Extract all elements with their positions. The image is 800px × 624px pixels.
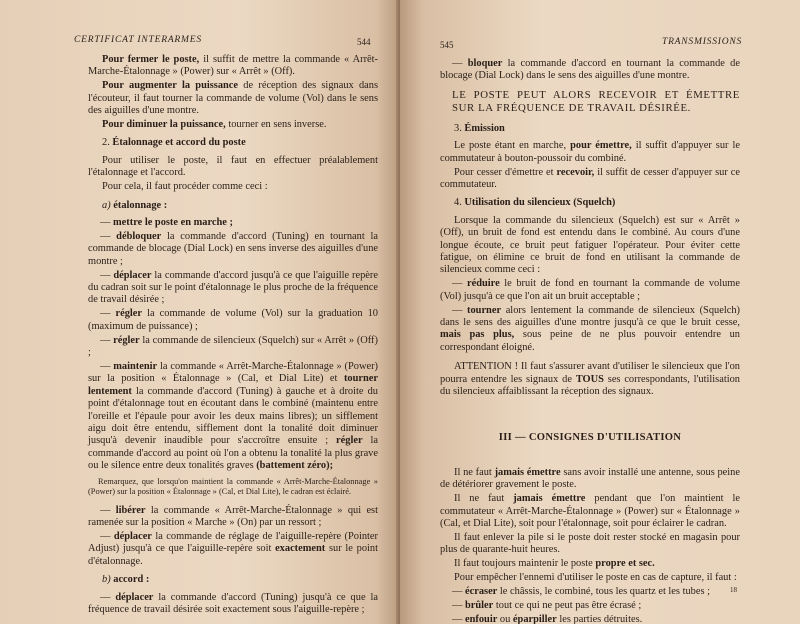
step-a8: — déplacer la commande de réglage de l'aiguille-repère (Pointer Adjust) jusqu'à ce que l'aiguille-repère soit exactement sur le point d'étalonnage.	[88, 530, 378, 567]
subsection-a-heading: a) étalonnage :	[102, 199, 168, 211]
step-b2: — bloquer la commande d'accord en tournant la commande de blocage (Dial Lock) dans le sens des aiguilles d'une montre.	[440, 58, 740, 82]
right-page	[400, 0, 800, 624]
caps-statement: LE POSTE PEUT ALORS RECEVOIR ET ÉMETTRE SUR LA FRÉQUENCE DE TRAVAIL DÉSIRÉE.	[452, 88, 740, 114]
paragraph-no-transmit-cal: Il ne faut jamais émettre pendant que l'on maintient le commutateur « Arrêt-Marche-Étalonnage » (Power) sur « Étalonnage » (Cal, et Dial Lite), soit pour l'étalonnage, soit pour éclairer le cadran.	[440, 493, 740, 529]
step-b1: — déplacer la commande d'accord (Tuning) jusqu'à ce que la fréquence de travail désirée soit exactement sous l'aiguille-repère ;	[88, 591, 378, 615]
step-destroy-1: — écraser le châssis, le combiné, tous les quartz et les tubes ;	[452, 586, 710, 597]
paragraph-procedure: Pour cela, il faut procéder comme ceci :	[102, 181, 268, 193]
part-3-heading: III — CONSIGNES D'UTILISATION	[498, 432, 682, 444]
section-4-heading: 4. Utilisation du silencieux (Squelch)	[454, 197, 616, 209]
left-running-head: CERTIFICAT INTERARMES	[74, 35, 202, 45]
step-squelch-2: — tourner alors lentement la commande de silencieux (Squelch) dans le sens des aiguilles d'une montre jusqu'à ce que le bruit cesse, mais pas plus, sous peine de ne plus pouvoir entendre un correspondant éloigné.	[440, 304, 740, 353]
section-3-heading: 3. Émission	[454, 122, 505, 134]
step-a2: — débloquer la commande d'accord (Tuning) en tournant la commande de blocage (Dial Lock) en sens inverse des aiguilles d'une montre ;	[88, 230, 378, 267]
paragraph-receive: Pour cesser d'émettre et recevoir, il suffit de cesser d'appuyer sur ce commutateur.	[440, 166, 740, 190]
paragraph-increase-power: Pour augmenter la puissance de réception des signaux dans l'écouteur, il faut tourner la commande de volume (Vol) dans le sens des aiguilles d'une montre.	[88, 80, 379, 117]
footer-signature-mark: 18	[730, 586, 737, 594]
paragraph-transmit: Le poste étant en marche, pour émettre, il suffit d'appuyer sur le commutateur à bouton-poussoir du combiné.	[440, 140, 740, 164]
step-a1: — mettre le poste en marche ;	[100, 216, 233, 228]
right-running-head: TRANSMISSIONS	[662, 37, 743, 47]
paragraph-battery: Il faut enlever la pile si le poste doit rester stocké en magasin pour plus de quarante-huit heures.	[440, 531, 740, 556]
paragraph-attention: ATTENTION ! Il faut s'assurer avant d'utiliser le silencieux que l'on pourra entendre les signaux de TOUS ses correspondants, l'utilisation du silencieux affaiblissant la réception des signaux.	[440, 361, 740, 398]
step-a5: — régler la commande de silencieux (Squelch) sur « Arrêt » (Off) ;	[88, 334, 378, 359]
step-a6: — maintenir la commande « Arrêt-Marche-Étalonnage » (Power) sur la position « Étalonnage » (Cal, et Dial Lite) et tourner lentement la commande d'accord (Tuning) à gauche et à droite du point d'étalonnage tout en écoutant dans le combiné (maintenu entre l'oreille et l'épaule pour avoir les deux mains libres); un sifflement aigu doit être entendu, sifflement dont la tonalité doit diminuer jusqu'à devenir inaudible pour s'accroître ensuite ; régler la commande d'accord au point où l'on a obtenu la tonalité la plus grave ou le silence entre deux tonalités graves (battement zéro);	[88, 360, 379, 472]
paragraph-squelch: Lorsque la commande du silencieux (Squelch) est sur « Arrêt » (Off), un bruit de fond est entendu dans le combiné. Au cours d'une longue écoute, ce bruit peut fatiguer l'opérateur. Pour éviter cette fatigue, on élimine ce bruit de fond en utilisant la commande de silencieux comme ceci :	[440, 214, 740, 276]
right-page-body	[440, 58, 740, 624]
paragraph-power-off: Pour fermer le poste, il suffit de mettre la commande « Arrêt-Marche-Étalonnage » (Power) sur « Arrêt » (Off).	[88, 54, 378, 78]
paragraph-capture: Pour empêcher l'ennemi d'utiliser le poste en cas de capture, il faut :	[454, 572, 737, 584]
left-page-body	[88, 54, 378, 618]
paragraph-decrease-power: Pour diminuer la puissance, tourner en sens inverse.	[102, 119, 327, 131]
step-squelch-1: — réduire le bruit de fond en tournant la commande de volume (Vol) jusqu'à ce que l'on ait un bruit acceptable ;	[440, 278, 740, 302]
left-page-number: 544	[357, 37, 371, 47]
step-a3: — déplacer la commande d'accord jusqu'à ce que l'aiguille repère du cadran soit sur le point d'étalonnage le plus proche de la fréquence de travail désirée ;	[88, 269, 378, 306]
paragraph-clean-dry: Il faut toujours maintenir le poste propre et sec.	[454, 558, 655, 570]
note-remark: Remarquez, que lorsqu'on maintient la commande « Arrêt-Marche-Étalonnage » (Power) sur la position « Étalonnage » (Cal, et Dial Lite), le cadran est éclairé.	[88, 476, 378, 496]
step-destroy-2: — brûler tout ce qui ne peut pas être écrasé ;	[452, 599, 642, 611]
section-2-heading: 2. Étalonnage et accord du poste	[102, 137, 246, 149]
step-a4: — régler la commande de volume (Vol) sur la graduation 10 (maximum de puissance) ;	[88, 308, 378, 332]
paragraph-antenna: Il ne faut jamais émettre sans avoir installé une antenne, sous peine de détériorer gravement le poste.	[440, 466, 740, 491]
subsection-b-heading: b) accord :	[102, 574, 150, 586]
step-a7: — libérer la commande « Arrêt-Marche-Étalonnage » qui est ramenée sur la position « Marche » (On) par un ressort ;	[88, 504, 378, 528]
right-page-number: 545	[440, 40, 454, 50]
paragraph-use-intro: Pour utiliser le poste, il faut en effectuer préalablement l'étalonnage et l'accord.	[88, 154, 378, 179]
step-destroy-3: — enfouir ou éparpiller les parties détruites.	[452, 613, 643, 624]
